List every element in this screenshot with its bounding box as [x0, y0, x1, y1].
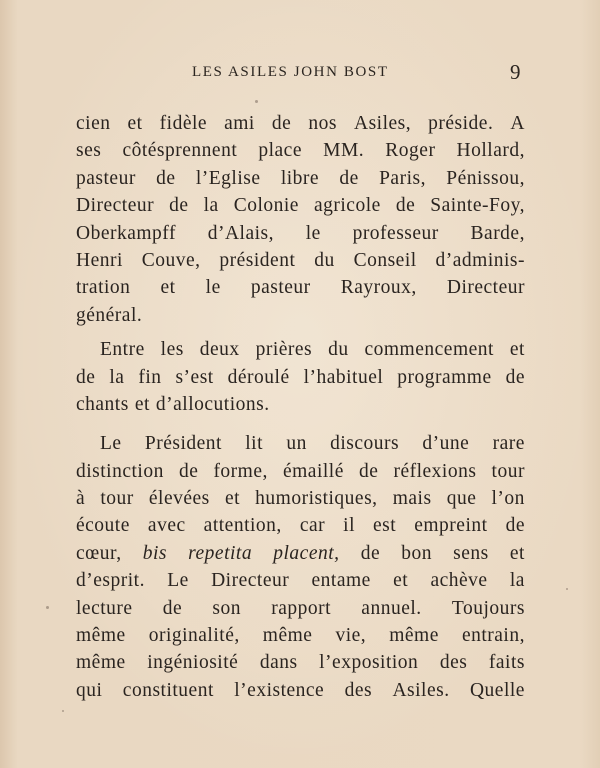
- page-number: 9: [510, 60, 521, 84]
- word: mais: [392, 488, 432, 510]
- word: président: [219, 249, 296, 271]
- word: le: [305, 222, 321, 244]
- word: Oberkampff: [76, 222, 176, 244]
- word: même: [76, 652, 126, 674]
- word: à: [76, 488, 86, 510]
- word: sens: [453, 542, 489, 564]
- word: entrain,: [461, 625, 525, 647]
- word: MM.: [323, 140, 365, 162]
- word: l’on: [491, 488, 525, 510]
- word: agricole: [313, 195, 381, 217]
- text-line: [76, 364, 525, 391]
- word: du: [328, 339, 349, 361]
- paper-speck: [62, 710, 64, 712]
- word: avec: [147, 515, 186, 537]
- text-line: [76, 302, 525, 329]
- word: Paris,: [379, 167, 426, 189]
- text-line: [76, 110, 525, 137]
- word: vie,: [335, 625, 367, 647]
- word: Pénissou,: [446, 167, 525, 189]
- word: Barde,: [470, 222, 525, 244]
- word: l’existence: [234, 679, 325, 701]
- word: rapport: [271, 597, 332, 619]
- word: et: [509, 542, 525, 564]
- word: d’esprit.: [76, 570, 145, 592]
- text-line: [76, 567, 525, 594]
- text-line: [76, 622, 525, 649]
- word: du: [314, 249, 335, 271]
- text-line: [76, 336, 525, 363]
- word: professeur: [352, 222, 439, 244]
- word: fidèle: [159, 113, 208, 134]
- word: même: [389, 625, 439, 647]
- word: élevées: [148, 488, 210, 510]
- word: constituent: [122, 679, 214, 701]
- word: libre: [280, 167, 320, 189]
- paper-speck: [255, 100, 258, 103]
- word: d’allocutions.: [155, 393, 270, 415]
- word: de: [339, 167, 359, 189]
- word: humoristiques,: [255, 488, 378, 510]
- word: écoute: [76, 515, 130, 537]
- word: achève: [430, 570, 488, 592]
- word: et: [134, 393, 150, 415]
- page-header: [0, 62, 600, 86]
- word: d’adminis-: [435, 249, 525, 271]
- word: Colonie: [233, 195, 299, 217]
- word: empreint: [414, 515, 488, 537]
- word: Le: [100, 433, 122, 455]
- word: rare: [492, 433, 525, 455]
- word: la: [509, 570, 525, 592]
- text-line: [76, 512, 525, 539]
- word: des: [344, 679, 373, 701]
- word: il: [343, 515, 355, 537]
- word: même: [262, 625, 313, 647]
- word: de: [360, 542, 381, 564]
- word: est: [373, 515, 397, 537]
- word: deux: [199, 339, 240, 361]
- word: fin: [138, 366, 162, 388]
- word: même: [76, 625, 126, 647]
- text-line: [76, 274, 525, 301]
- text-line: [76, 458, 525, 485]
- word: distinction: [76, 460, 164, 482]
- word: émaillé: [282, 460, 344, 482]
- paragraph-gap: [76, 329, 525, 336]
- paragraph: [76, 110, 525, 329]
- word: Le: [167, 570, 189, 592]
- word: dans: [259, 652, 298, 674]
- word: Henri: [76, 249, 123, 271]
- word: que: [446, 488, 477, 510]
- word: programme: [397, 366, 492, 388]
- word: Directeur: [446, 277, 525, 299]
- italic-word: placent,: [273, 542, 340, 564]
- text-line: [76, 430, 525, 457]
- word: Roger: [385, 140, 436, 162]
- word: la: [203, 195, 219, 217]
- word: d’une: [422, 433, 470, 455]
- text-line: [76, 677, 525, 704]
- word: commencement: [364, 339, 494, 361]
- word: et: [127, 113, 143, 134]
- word: faits: [488, 652, 525, 674]
- word: et: [224, 488, 241, 510]
- word: d’Alais,: [207, 222, 274, 244]
- word: chants: [76, 393, 129, 415]
- word: l’exposition: [319, 652, 419, 674]
- word: général.: [76, 304, 143, 326]
- word: et: [160, 277, 176, 299]
- word: nos: [308, 113, 337, 134]
- word: et: [393, 570, 409, 592]
- word: de: [162, 597, 183, 619]
- word: de: [505, 366, 525, 388]
- word: tration: [76, 277, 131, 299]
- word: déroulé: [227, 366, 290, 388]
- word: Rayroux,: [340, 277, 417, 299]
- text-line: [76, 649, 525, 676]
- word: annuel.: [361, 597, 422, 619]
- word: s’est: [175, 366, 214, 388]
- word: cien: [76, 113, 111, 134]
- word: Président: [144, 433, 222, 455]
- paper-speck: [46, 606, 49, 609]
- text-line: [76, 595, 525, 622]
- text-line: [76, 391, 525, 418]
- word: l’Eglise: [195, 167, 261, 189]
- word: ses: [76, 140, 102, 162]
- word: forme,: [213, 460, 268, 482]
- word: Directeur: [211, 570, 290, 592]
- word: lit: [245, 433, 264, 455]
- word: de: [156, 167, 176, 189]
- word: les: [160, 339, 184, 361]
- word: et: [509, 339, 525, 361]
- word: de: [169, 195, 189, 217]
- word: tour: [491, 460, 525, 482]
- word: de: [271, 113, 292, 134]
- word: Toujours: [451, 597, 525, 619]
- word: originalité,: [148, 625, 240, 647]
- running-title: LES ASILES JOHN BOST: [192, 64, 389, 80]
- word: pasteur: [250, 277, 311, 299]
- word: Quelle: [469, 679, 525, 701]
- word: Asiles.: [392, 679, 450, 701]
- word: de: [358, 460, 379, 482]
- paragraph-gap: [76, 418, 525, 430]
- text-line: [76, 165, 525, 192]
- word: de: [178, 460, 199, 482]
- paper-speck: [566, 588, 568, 590]
- word: Hollard,: [456, 140, 525, 162]
- word: le: [205, 277, 221, 299]
- text-line: [76, 220, 525, 247]
- italic-word: repetita: [188, 542, 253, 564]
- word: son: [212, 597, 242, 619]
- word: Conseil: [353, 249, 417, 271]
- word: bon: [401, 542, 432, 564]
- word: attention,: [203, 515, 282, 537]
- word: Asiles,: [353, 113, 412, 134]
- word: ami: [224, 113, 255, 134]
- paragraph: [76, 336, 525, 418]
- word: car: [299, 515, 326, 537]
- word: Sainte-Foy,: [430, 195, 525, 217]
- word: réflexions: [393, 460, 477, 482]
- word: pasteur: [76, 167, 136, 189]
- word: préside.: [428, 113, 494, 134]
- word: la: [109, 366, 125, 388]
- text-line: [76, 540, 525, 567]
- word: qui: [76, 679, 103, 701]
- paragraph: [76, 430, 525, 704]
- italic-word: bis: [142, 542, 167, 564]
- word: Entre: [100, 339, 145, 361]
- word: un: [286, 433, 307, 455]
- text-line: [76, 247, 525, 274]
- word: entame: [311, 570, 371, 592]
- text-line: [76, 485, 525, 512]
- body-text: [76, 110, 525, 704]
- word: discours: [330, 433, 400, 455]
- word: Directeur: [76, 195, 155, 217]
- word: place: [258, 140, 302, 162]
- word: de: [505, 515, 525, 537]
- word: cœur,: [76, 542, 122, 564]
- text-line: [76, 137, 525, 164]
- word: l’habituel: [303, 366, 384, 388]
- word: de: [395, 195, 416, 217]
- word: ingéniosité: [147, 652, 239, 674]
- word: A: [510, 113, 525, 134]
- word: prières: [255, 339, 313, 361]
- word: de: [76, 366, 96, 388]
- word: Couve,: [141, 249, 201, 271]
- word: lecture: [76, 597, 133, 619]
- word: des: [439, 652, 468, 674]
- text-line: [76, 192, 525, 219]
- word: côtésprennent: [122, 140, 238, 162]
- word: tour: [100, 488, 134, 510]
